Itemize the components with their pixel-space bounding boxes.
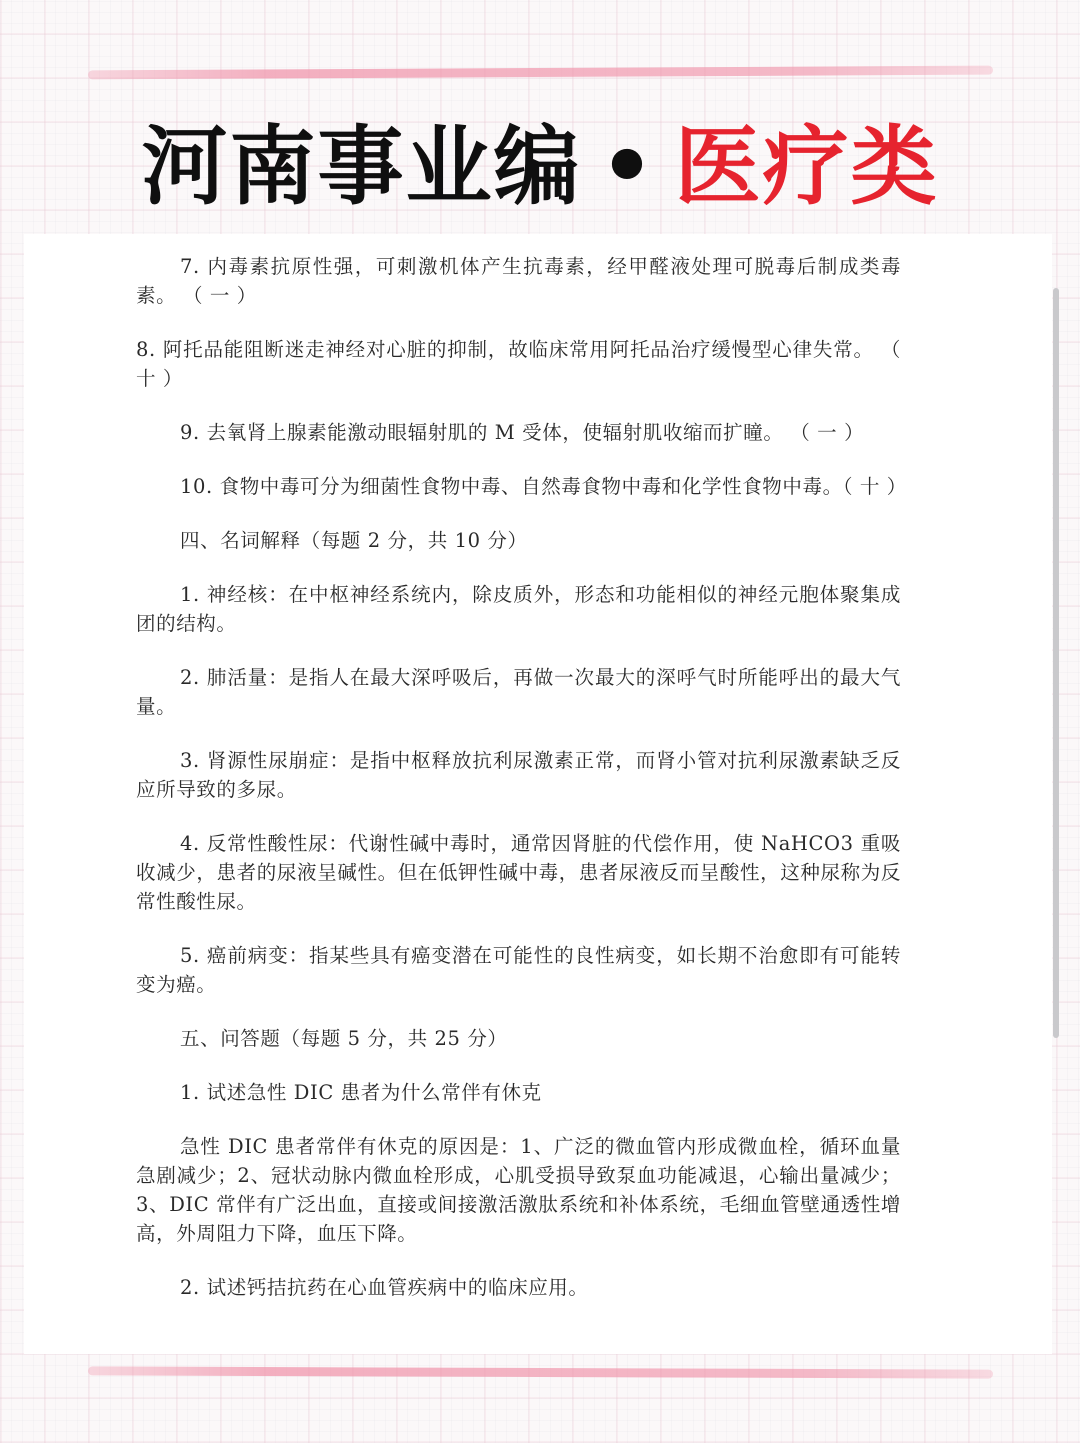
section-heading-term-definitions: 四、名词解释（每题 2 分，共 10 分） [180, 529, 528, 552]
paragraph-definition-3: 3. 肾源性尿崩症：是指中枢释放抗利尿激素正常，而肾小管对抗利尿激素缺乏反应所导致的多尿。 [136, 749, 901, 801]
paragraph-definition-5: 5. 癌前病变：指某些具有癌变潜在可能性的良性病变，如长期不治愈即有可能转变为癌。 [136, 944, 901, 996]
paragraph-question-2: 2. 试述钙拮抗药在心血管疾病中的临床应用。 [180, 1276, 589, 1299]
document-content [136, 252, 907, 1327]
paragraph-answer-1: 急性 DIC 患者常伴有休克的原因是：1、广泛的微血管内形成微血栓，循环血量急剧减少；2、冠状动脉内微血栓形成，心肌受损导致泵血功能减退，心输出量减少；3、DIC 常伴有广泛出血，直接或间接激活激肽系统和补体系统，毛细血管壁通透性增高，外周阻力下降，血压下降。 [136, 1135, 901, 1245]
paragraph-definition-2: 2. 肺活量：是指人在最大深呼吸后，再做一次最大的深呼气时所能呼出的最大气量。 [136, 666, 901, 718]
page-title-separator: • [599, 117, 657, 217]
paragraph-definition-1: 1. 神经核：在中枢神经系统内，除皮质外，形态和功能相似的神经元胞体聚集成团的结构。 [136, 583, 901, 635]
paragraph-definition-4: 4. 反常性酸性尿：代谢性碱中毒时，通常因肾脏的代偿作用，使 NaHCO3 重吸收减少，患者的尿液呈碱性。但在低钾性碱中毒，患者尿液反而呈酸性，这种尿称为反常性酸性尿。 [136, 832, 901, 913]
section-heading-questions: 五、问答题（每题 5 分，共 25 分） [180, 1027, 508, 1050]
paragraph-true-false-7: 7. 内毒素抗原性强，可刺激机体产生抗毒素，经甲醛液处理可脱毒后制成类毒素。 （ 一 ） [136, 255, 901, 307]
decorative-brush-stroke-bottom [88, 1366, 993, 1378]
paragraph-true-false-8: 8. 阿托品能阻断迷走神经对心脏的抑制，故临床常用阿托品治疗缓慢型心律失常。 （ 十 ） [136, 338, 901, 390]
paragraph-true-false-10: 10. 食物中毒可分为细菌性食物中毒、自然毒食物中毒和化学性食物中毒。（ 十 ） [180, 475, 907, 498]
document-page [24, 234, 1052, 1354]
page-title [0, 112, 1080, 222]
page-title-main: 河南事业编 [141, 117, 582, 217]
page-title-highlight: 医疗类 [674, 117, 939, 217]
decorative-brush-stroke-top [88, 66, 993, 80]
paragraph-true-false-9: 9. 去氧肾上腺素能激动眼辐射肌的 M 受体，使辐射肌收缩而扩瞳。 （ 一 ） [180, 421, 865, 444]
paragraph-question-1: 1. 试述急性 DIC 患者为什么常伴有休克 [180, 1081, 542, 1104]
vertical-scrollbar[interactable] [1053, 288, 1059, 1038]
